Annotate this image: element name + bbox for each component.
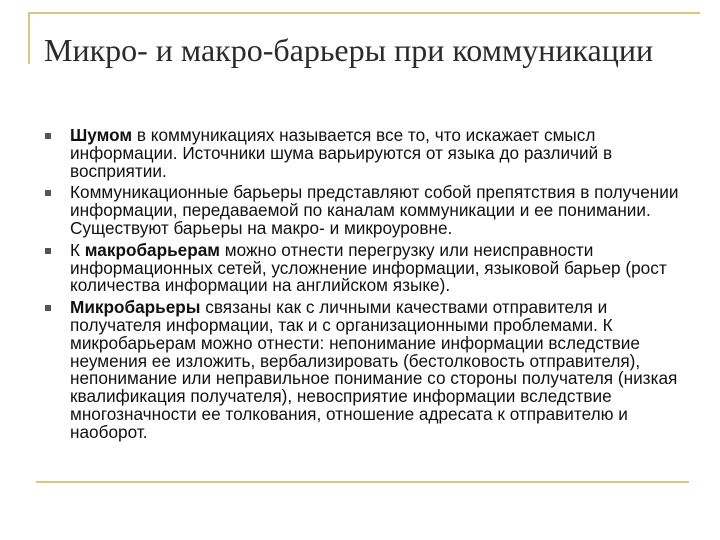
bottom-divider	[36, 481, 689, 483]
bullet-prefix: К	[70, 239, 85, 260]
bullet-strong-term: Шумом	[70, 125, 133, 145]
square-bullet-icon	[45, 133, 51, 139]
bullet-text: Коммуникационные барьеры представляют собой препятствия в получении информации, передаваемой по каналам коммуникации и ее понимании. Существуют барьеры на макро- и микроуровне.	[70, 182, 679, 238]
bullet-strong-term: макробарьерам	[84, 239, 221, 260]
slide-title: Микро- и макро-барьеры при коммуникации	[44, 32, 654, 68]
bullet-text: в коммуникациях называется все то, что искажает смысл информации. Источники шума варьируются от языка до различий в восприятии.	[70, 125, 613, 181]
bullet-text: можно отнести перегрузку или неисправности информационных сетей, усложнение информации, языковой барьер (рост количества информации на английском языке).	[70, 239, 667, 296]
square-bullet-icon	[45, 190, 51, 196]
square-bullet-icon	[45, 305, 51, 311]
bullet-item-noise	[44, 127, 688, 180]
bullet-text: связаны как с личными качествами отправителя и получателя информации, так и с организационными проблемами. К микробарьерам можно отнести: непонимание информации вследствие неумения ее изложить, вербализировать (бестолковость отправителя), непонимание или неправильное понимание со стороны получателя (низкая квалификация получателя), невосприятие информации вследствие многозначности ее толкования, отношение адресата к отправителю и наоборот.	[70, 297, 678, 442]
frame-top-line	[28, 12, 700, 14]
bullet-list	[44, 127, 688, 446]
square-bullet-icon	[45, 248, 51, 254]
frame-vertical-line	[28, 12, 30, 64]
bullet-item-microbarriers	[44, 299, 688, 441]
bullet-item-macrobarriers	[44, 239, 688, 296]
bullet-item-barriers	[44, 184, 688, 237]
bullet-strong-term: Микробарьеры	[70, 297, 201, 318]
